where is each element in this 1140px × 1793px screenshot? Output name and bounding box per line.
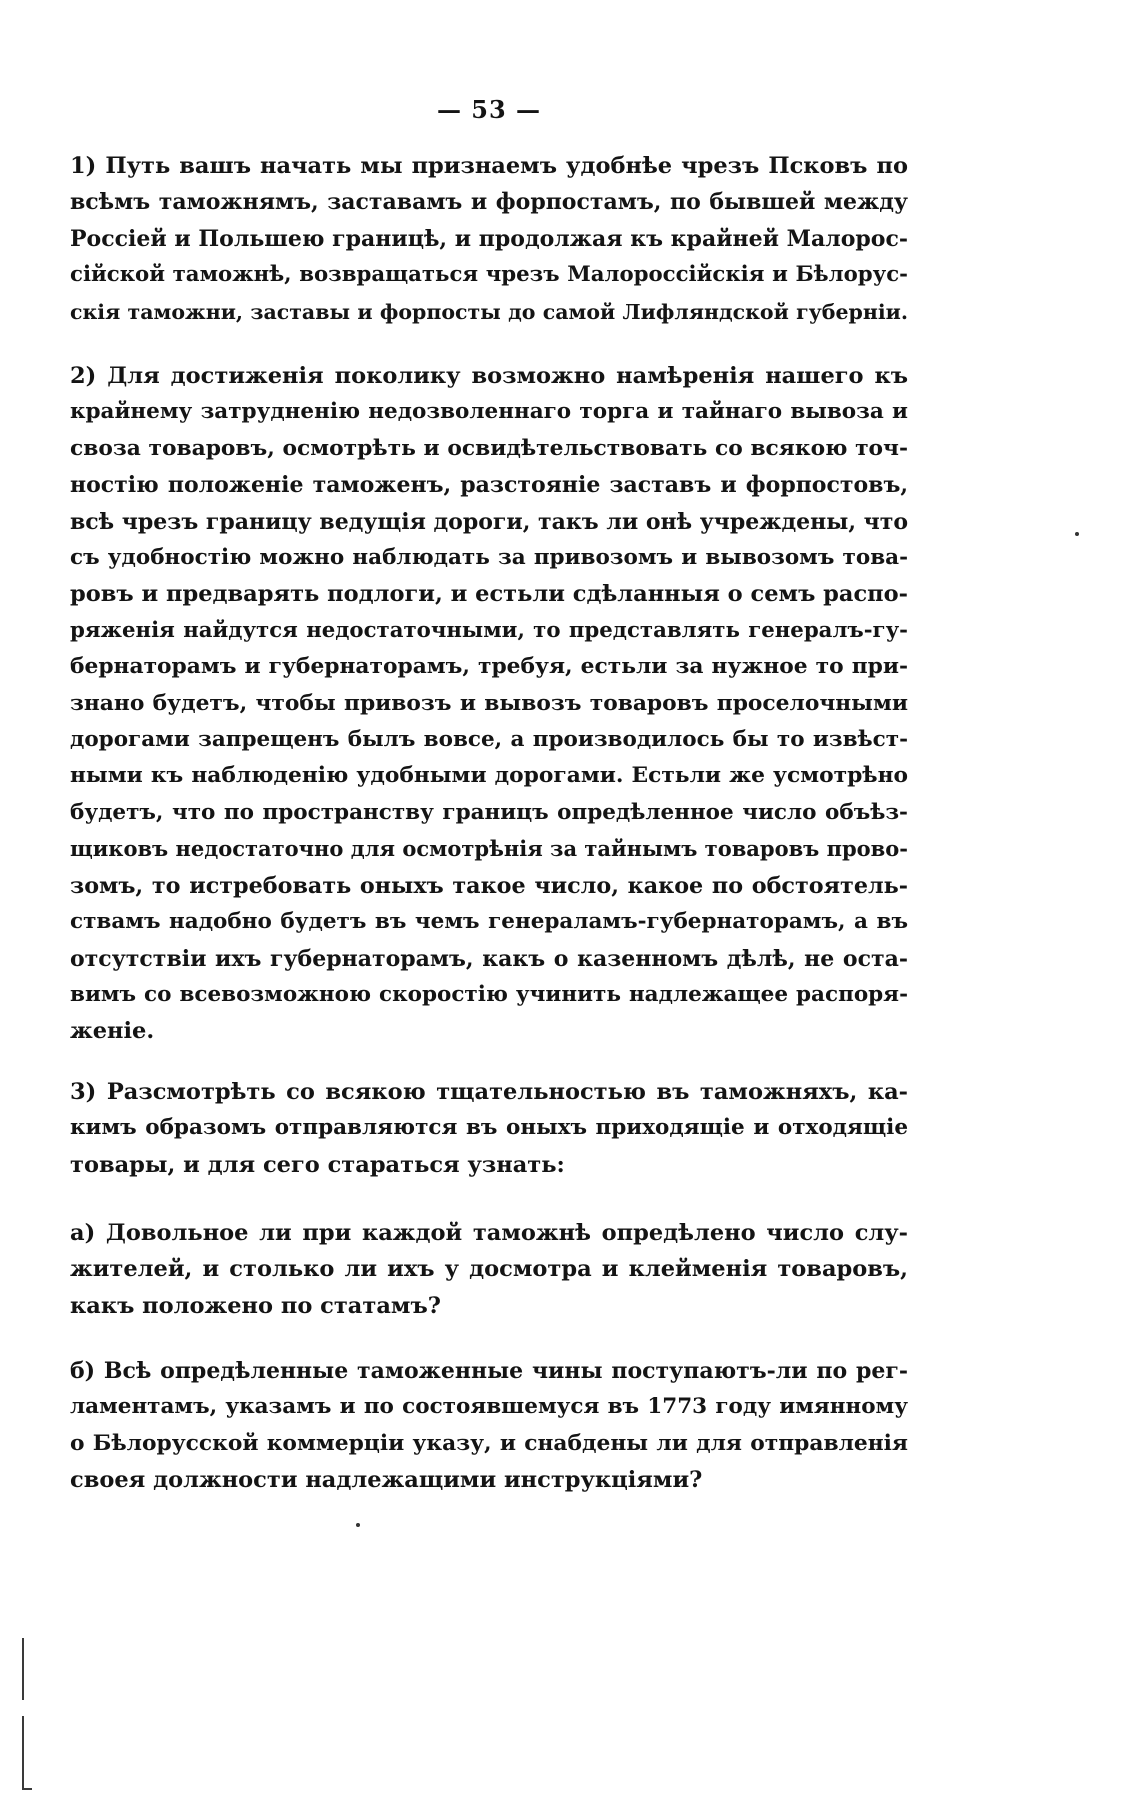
text-line: вимъ со всевозможною скоростію учинить надлежащее распоря- <box>70 981 908 1007</box>
text-line: знано будетъ, чтобы привозъ и вывозъ товаровъ проселочными <box>70 690 908 716</box>
text-line: бернаторамъ и губернаторамъ, требуя, естьли за нужное то при- <box>70 654 908 680</box>
text-line: ламентамъ, указамъ и по состоявшемуся въ 1773 году имянному <box>70 1394 908 1420</box>
text-line: 1) Путь вашъ начать мы признаемъ удобнѣе чрезъ Псковъ по <box>70 153 908 179</box>
paragraph-1 <box>70 148 908 330</box>
margin-rule <box>22 1638 24 1700</box>
text-line: скія таможни, заставы и форпосты до самой Лифляндской губерніи. <box>70 299 908 324</box>
page-body <box>70 0 908 1793</box>
text-line: своза товаровъ, осмотрѣть и освидѣтельствовать со всякою точ- <box>70 435 908 461</box>
text-line: будетъ, что по пространству границъ опредѣленное число объѣз- <box>70 799 908 825</box>
text-line: ствамъ надобно будетъ въ чемъ генераламъ-губернаторамъ, а въ <box>70 909 908 935</box>
text-line: женіе. <box>70 1018 155 1045</box>
margin-rule-foot <box>22 1788 32 1790</box>
text-line: всѣмъ таможнямъ, заставамъ и форпостамъ, по бывшей между <box>70 189 908 216</box>
text-line: ными къ наблюденію удобными дорогами. Естьли же усмотрѣно <box>70 763 908 789</box>
text-line: зомъ, то истребовать оныхъ такое число, какое по обстоятель- <box>70 872 908 899</box>
scan-speck <box>356 1523 360 1527</box>
text-line: 2) Для достиженія поколику возможно намѣренія нашего къ <box>70 363 908 389</box>
text-line: отсутствіи ихъ губернаторамъ, какъ о казенномъ дѣлѣ, не оста- <box>70 945 908 972</box>
paragraph-3 <box>70 1074 908 1183</box>
text-line: ностію положеніе таможенъ, разстояніе заставъ и форпостовъ, <box>70 472 908 499</box>
text-line: дорогами запрещенъ былъ вовсе, а производилось бы то извѣст- <box>70 727 908 753</box>
text-line: кимъ образомъ отправляются въ оныхъ приходящіе и отходящіе <box>70 1115 908 1141</box>
text-line: товары, и для сего стараться узнать: <box>70 1151 565 1178</box>
margin-rule <box>22 1716 24 1790</box>
text-line: всѣ чрезъ границу ведущія дороги, такъ ли онѣ учреждены, что <box>70 508 909 535</box>
paragraph-4 <box>70 1215 908 1324</box>
text-line: какъ положено по статамъ? <box>70 1292 441 1319</box>
text-line: Россіей и Польшею границѣ, и продолжая къ крайней Малорос- <box>70 225 908 252</box>
text-line: крайнему затрудненію недозволеннаго торга и тайнаго вывоза и <box>70 399 908 425</box>
text-line: ровъ и предварять подлоги, и естьли сдѣланныя о семъ распо- <box>70 581 908 608</box>
text-line: ряженія найдутся недостаточными, то представлять генералъ-гу- <box>70 617 908 643</box>
paragraph-2 <box>70 358 908 1050</box>
text-line: сійской таможнѣ, возвращаться чрезъ Малороссійскія и Бѣлорус- <box>70 262 908 288</box>
paragraph-5 <box>70 1353 908 1499</box>
page-number: — 53 — <box>436 95 542 124</box>
text-line: о Бѣлорусской коммерціи указу, и снабдены ли для отправленія <box>70 1430 908 1456</box>
text-line: 3) Разсмотрѣть со всякою тщательностью въ таможняхъ, ка- <box>70 1079 908 1105</box>
scan-speck <box>1075 532 1079 536</box>
text-line: щиковъ недостаточно для осмотрѣнія за тайнымъ товаровъ прово- <box>70 836 908 862</box>
text-line: своея должности надлежащими инструкціями? <box>70 1467 703 1494</box>
text-line: съ удобностію можно наблюдать за привозомъ и вывозомъ това- <box>70 545 908 571</box>
text-line: жителей, и столько ли ихъ у досмотра и клейменія товаровъ, <box>70 1256 908 1283</box>
text-line: а) Довольное ли при каждой таможнѣ опредѣлено число слу- <box>70 1220 908 1246</box>
text-line: б) Всѣ опредѣленные таможенные чины поступаютъ-ли по рег- <box>70 1358 908 1384</box>
